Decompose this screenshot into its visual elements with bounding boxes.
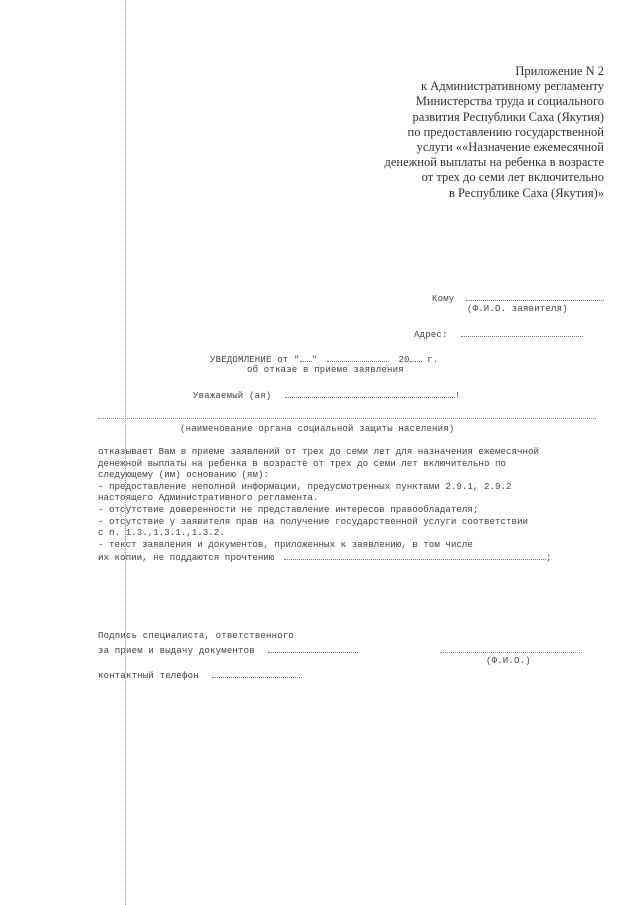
greeting-fill-line	[285, 388, 455, 398]
header-line: от трех до семи лет включительно	[421, 170, 604, 185]
year-prefix: 20	[398, 355, 410, 365]
header-line: в Республике Саха (Якутия)»	[448, 185, 604, 200]
body-line: - отсутствие у заявителя прав на получение государственной услуги соответствии	[98, 515, 529, 527]
phone-fill-line	[212, 668, 302, 678]
to-fill-line	[466, 291, 604, 301]
month-fill-line	[327, 352, 389, 362]
notice-title-text: УВЕДОМЛЕНИЕ от "	[210, 355, 300, 365]
refusal-reasons	[98, 446, 598, 564]
org-name-fill-line	[98, 418, 596, 419]
greeting-row	[193, 388, 461, 401]
greeting-label: Уважаемый (ая)	[193, 391, 272, 401]
header-line: услуги ««Назначение ежемесячной	[416, 140, 604, 155]
year-suffix: г.	[427, 355, 439, 365]
body-line: денежной выплаты на ребенка в возрасте от трех до семи лет включительно по	[98, 457, 506, 469]
body-line: отказывает Вам в приеме заявлений от трех до семи лет для назначения ежемесячной	[98, 446, 540, 457]
body-line: - отсутствие доверенности не представление интересов правообладателя;	[98, 503, 479, 515]
header-line: Министерства труда и социального	[415, 94, 604, 109]
notice-title	[210, 352, 438, 365]
header-line: к Административному регламенту	[420, 79, 604, 94]
signature-row	[98, 643, 358, 656]
year-fill-line	[410, 352, 422, 362]
signature-fio-caption: (Ф.И.О.)	[486, 656, 531, 666]
signature-fill-line	[268, 643, 358, 653]
body-line: следующему (им) основанию (ям):	[98, 469, 269, 481]
signature-line-2: за прием и выдачу документов	[98, 646, 255, 656]
signature-fio-fill-line	[440, 652, 582, 653]
body-line: их копии, не поддаются прочтению	[98, 552, 275, 564]
day-fill-line	[300, 352, 312, 362]
quote-mark: "	[311, 355, 318, 365]
header-line: по предоставлению государственной	[407, 124, 604, 139]
fio-caption: (Ф.И.О. заявителя)	[467, 304, 568, 314]
header-line: Приложение N 2	[515, 64, 604, 78]
to-label: Кому	[432, 294, 455, 304]
header-line: развития Республики Саха (Якутия)	[412, 109, 604, 124]
body-line-end: ;	[545, 552, 552, 564]
address-label: Адрес:	[414, 330, 448, 340]
body-line: настоящего Административного регламента.	[98, 492, 319, 504]
header-line: денежной выплаты на ребенка в возрасте	[384, 155, 604, 170]
address-fill-line	[461, 327, 583, 337]
body-line: - предоставление неполной информации, предусмотренных пунктами 2.9.1, 2.9.2	[98, 480, 512, 492]
address-row	[414, 327, 583, 340]
org-caption: (наименование органа социальной защиты населения)	[180, 424, 455, 434]
notice-subtitle: об отказе в приеме заявления	[247, 365, 404, 375]
body-line: - текст заявления и документов, приложенных к заявлению, в том числе	[98, 538, 473, 550]
body-line-last	[98, 550, 598, 564]
greeting-exclamation: !	[455, 391, 461, 401]
body-line: с п. 1.3.,1.3.1.,1.3.2.	[98, 527, 225, 539]
signature-line-1: Подпись специалиста, ответственного	[98, 631, 295, 641]
reason-fill-line	[284, 550, 546, 560]
phone-label: контактный телефон	[98, 671, 199, 681]
recipient-to-row	[432, 291, 604, 304]
phone-row	[98, 668, 302, 681]
appendix-header	[304, 64, 604, 201]
